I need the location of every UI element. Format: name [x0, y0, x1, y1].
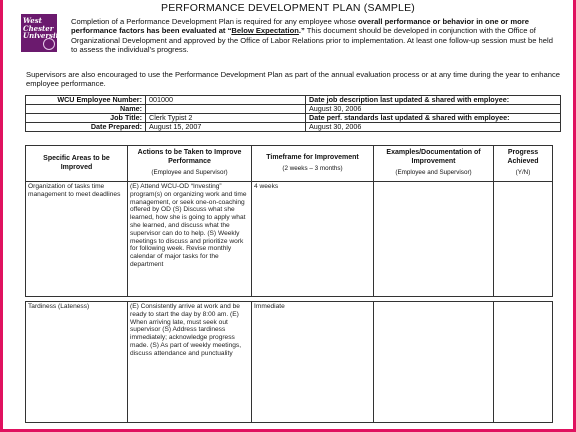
- info-value: 001000: [146, 96, 306, 105]
- info-row: [26, 96, 561, 105]
- plan-row: [26, 182, 553, 297]
- logo-text: West Chester University: [23, 16, 63, 40]
- cell-timeframe: 4 weeks: [252, 182, 374, 297]
- header-areas: [26, 146, 128, 182]
- intro-underline: Below Expectation: [231, 26, 299, 36]
- cell-area: Tardiness (Lateness): [26, 302, 128, 423]
- info-right: August 30, 2006: [306, 105, 561, 114]
- info-value: Clerk Typist 2: [146, 114, 306, 123]
- info-label: WCU Employee Number:: [26, 96, 146, 105]
- header-sub: (Y/N): [515, 169, 531, 177]
- cell-timeframe: Immediate: [252, 302, 374, 423]
- header-timeframe: [252, 146, 374, 182]
- header-actions: [128, 146, 252, 182]
- info-value: August 15, 2007: [146, 123, 306, 132]
- info-right: Date perf. standards last updated & shared with employee:: [306, 114, 561, 123]
- intro-text-2: This document should be developed in conjunction with the Office of Organizational Development and approved by the Office of Labor Relations prior to implementation. At least one follow-up session must be held to assess the individual’s progress.: [71, 26, 553, 54]
- cell-progress: [494, 182, 553, 297]
- header-title: Actions to be Taken to Improve Performance: [137, 149, 242, 165]
- intro-bold-2: .”: [298, 26, 305, 36]
- info-label: Date Prepared:: [26, 123, 146, 132]
- intro-text-1: Completion of a Performance Development Plan is required for any employee whose: [71, 17, 359, 26]
- info-right: August 30, 2006: [306, 123, 561, 132]
- development-plan-table: [25, 145, 553, 423]
- logo-seal-icon: [43, 38, 55, 50]
- page-border-left: [0, 0, 3, 432]
- supervisors-note: Supervisors are also encouraged to use the Performance Development Plan as part of the annual evaluation process or at any time during the year to enhance employee performance.: [26, 70, 560, 89]
- header-title: Specific Areas to be Improved: [43, 155, 110, 171]
- employee-info-table: [25, 95, 561, 132]
- intro-bold-1: overall performance or behavior in one or more performance factors has been evaluated at “: [71, 17, 529, 36]
- info-label: Name:: [26, 105, 146, 114]
- cell-examples: [374, 302, 494, 423]
- intro-paragraph: [71, 17, 561, 54]
- header-examples: [374, 146, 494, 182]
- header-sub: (Employee and Supervisor): [395, 169, 472, 177]
- header-title: Timeframe for Improvement: [266, 153, 359, 161]
- header-progress: [494, 146, 553, 182]
- cell-area: Organization of tasks time management to meet deadlines: [26, 182, 128, 297]
- plan-header-row: [26, 146, 553, 182]
- cell-actions: (E) Attend WCU-OD “Investing” program(s) on organizing work and time management, or seek one-on-coaching offered by OD (S) Discuss what she learned, how she is going to apply what she learned, and discuss what the supervisor can do to help. (S) Weekly meetings to discuss and prioritize work for following week. Revise monthly calendar of major tasks for the department: [128, 182, 252, 297]
- info-row: [26, 123, 561, 132]
- cell-actions: (E) Consistently arrive at work and be ready to start the day by 8:00 am. (E) When arriving late, must seek out supervisor (S) Address tardiness immediately; acknowledge progress made. (S) As part of weekly meetings, discuss attendance and punctuality: [128, 302, 252, 423]
- info-label: Job Title:: [26, 114, 146, 123]
- header-title: Progress Achieved: [507, 149, 539, 165]
- cell-progress: [494, 302, 553, 423]
- plan-row: [26, 302, 553, 423]
- header-sub: (2 weeks – 3 months): [282, 165, 343, 172]
- cell-examples: [374, 182, 494, 297]
- header-title: Examples/Documentation of Improvement: [386, 149, 481, 165]
- header-sub: (Employee and Supervisor): [151, 169, 228, 177]
- document-title: PERFORMANCE DEVELOPMENT PLAN (SAMPLE): [160, 2, 415, 14]
- university-logo: [21, 14, 63, 52]
- info-right: Date job description last updated & shared with employee:: [306, 96, 561, 105]
